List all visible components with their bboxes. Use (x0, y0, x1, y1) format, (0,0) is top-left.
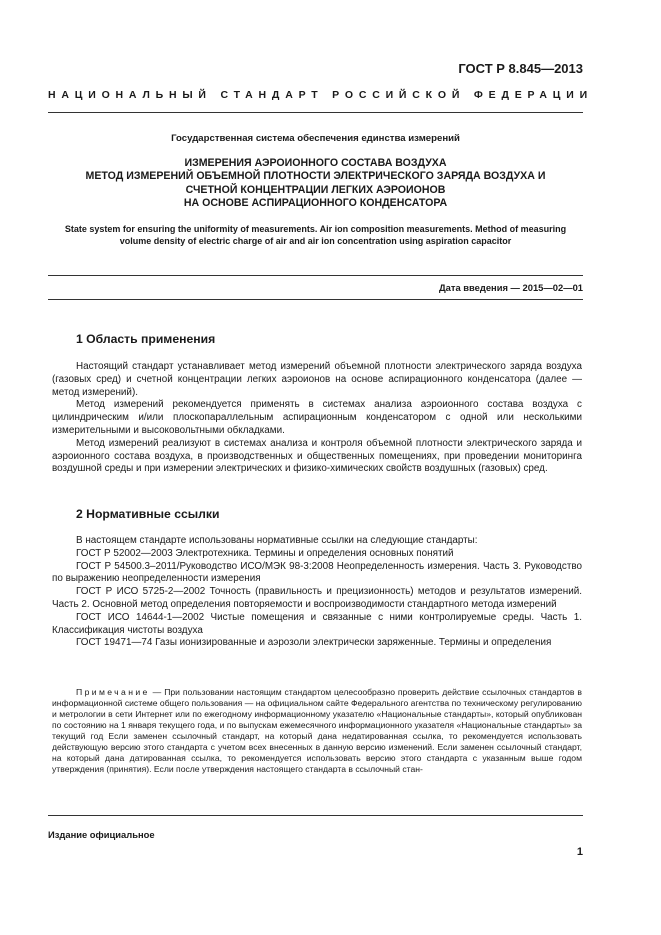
system-title: Государственная система обеспечения единства измерений (171, 133, 460, 144)
note-block (52, 687, 582, 775)
footer-divider (48, 815, 583, 816)
national-standard-banner: НАЦИОНАЛЬНЫЙ СТАНДАРТ РОССИЙСКОЙ ФЕДЕРАЦИИ (48, 89, 593, 101)
title-line: НА ОСНОВЕ АСПИРАЦИОННОГО КОНДЕНСАТОРА (183, 196, 448, 209)
note-text: — При пользовании настоящим стандартом целесообразно проверить действие ссылочных стандартов в информационной системе общего пользования — на официальном сайте Федерального агентства по техническому регулированию и метрологии в сети Интернет или по ежегодному информационному указателю «Национальные стандарты», который опубликован по состоянию на 1 января текущего года, и по выпускам ежемесячного информационного указателя «Национальные стандарты» за текущий год Если заменен ссылочный стандарт, на который дана недатированная ссылка, то рекомендуется использовать действующую версию этого стандарта с учетом всех внесенных в данную версию изменений. Если заменен ссылочный стандарт, на который дана датированная ссылка, то рекомендуется использовать версию этого стандарта с указанным выше годом утверждения (принятия). Если после утверждения настоящего стандарта в ссылочный стан- (52, 687, 582, 775)
title-line: СЧЕТНОЙ КОНЦЕНТРАЦИИ ЛЕГКИХ АЭРОИОНОВ (185, 183, 446, 196)
note-paragraph (52, 687, 582, 775)
reference-item: ГОСТ Р 52002—2003 Электротехника. Термины и определения основных понятий (76, 547, 454, 559)
section-2-heading: 2 Нормативные ссылки (76, 507, 220, 521)
paragraph: Метод измерений рекомендуется применять в системах анализа аэроионного состава воздуха с цилиндрическим и/или плоскопараллельным аспирационным конденсатором с одной или несколькими измерительными и высоковольтными обкладками. (52, 399, 582, 436)
reference-item: ГОСТ Р 54500.3–2011/Руководство ИСО/МЭК 98-3:2008 Неопределенность измерения. Часть 3. Руководство по выражению неопределенности измерения (52, 560, 582, 585)
section-2-body (52, 535, 582, 650)
paragraph: В настоящем стандарте использованы нормативные ссылки на следующие стандарты: (76, 535, 478, 546)
paragraph: Настоящий стандарт устанавливает метод измерений объемной плотности электрического заряда воздуха (газовых сред) и счетной концентрации легких аэроионов на основе аспирационного конденсатора (далее — метод измерений). (52, 361, 582, 398)
header-divider (48, 112, 583, 113)
section-1-body (52, 361, 582, 476)
title-divider-top (48, 275, 583, 276)
section-1-heading: 1 Область применения (76, 332, 216, 346)
page-number: 1 (576, 846, 583, 858)
english-title: State system for ensuring the uniformity of measurements. Air ion composition measurements. Method of measuring volume density of electric charge of air and air ion concentration using aspiration capacitor (64, 224, 567, 247)
edition-label: Издание официальное (48, 829, 155, 840)
reference-item: ГОСТ Р ИСО 5725-2—2002 Точность (правильность и прецизионность) методов и результатов измерений. Часть 2. Основной метод определения повторяемости и воспроизводимости стандартного метода измерений (52, 586, 582, 610)
document-title (60, 157, 571, 210)
note-label: Примечание (76, 687, 150, 697)
reference-item: ГОСТ ИСО 14644-1—2002 Чистые помещения и связанные с ними контролируемые среды. Часть 1. Классификация чистоты воздуха (52, 611, 582, 636)
title-divider-bottom (48, 299, 583, 300)
title-line: ИЗМЕРЕНИЯ АЭРОИОННОГО СОСТАВА ВОЗДУХА (184, 157, 447, 169)
paragraph: Метод измерений реализуют в системах анализа и контроля объемной плотности электрического заряда и аэроионного состава воздуха, в производственных и общественных помещениях, при проведении мониторинга воздушной среды и при измерении электрических и физико-химических свойств воздушных (газовых) сред. (52, 437, 582, 475)
introduction-date: Дата введения — 2015—02—01 (438, 282, 583, 293)
reference-item: ГОСТ 19471—74 Газы ионизированные и аэрозоли электрически заряженные. Термины и определения (76, 637, 552, 649)
gost-number: ГОСТ Р 8.845—2013 (458, 61, 583, 76)
title-line: МЕТОД ИЗМЕРЕНИЙ ОБЪЕМНОЙ ПЛОТНОСТИ ЭЛЕКТРИЧЕСКОГО ЗАРЯДА ВОЗДУХА И (85, 170, 546, 183)
